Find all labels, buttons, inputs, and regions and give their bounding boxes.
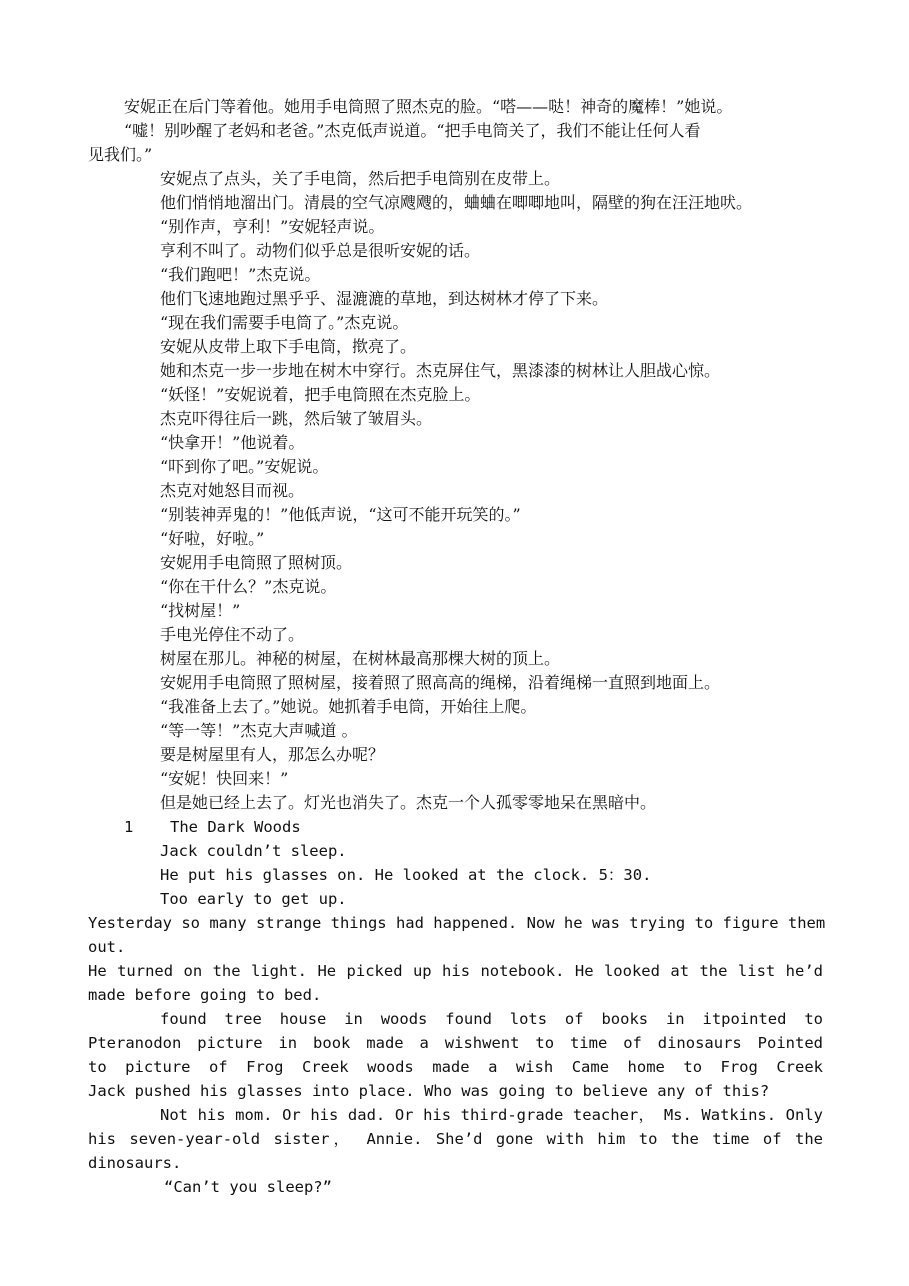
zh-line: “吓到你了吧。”安妮说。 [160,457,329,476]
paragraph-shh-line1: “嘘！别吵醒了老妈和老爸。”杰克低声说道。“把手电筒关了，我们不能让任何人看 [124,121,701,140]
en-line: out. [88,938,126,956]
en-line: Yesterday so many strange things had happened. Now he was trying to figure them [88,914,826,932]
zh-line: “妖怪！”安妮说着，把手电筒照在杰克脸上。 [160,385,481,404]
en-line: his seven-year-old sister， Annie. She’d gone with him to the time of the [88,1130,823,1148]
zh-line: 杰克对她怒目而视。 [160,481,305,500]
zh-line: 杰克吓得往后一跳，然后皱了皱眉头。 [160,409,433,428]
zh-line: 她和杰克一步一步地在树木中穿行。杰克屏住气，黑漆漆的树林让人胆战心惊。 [160,361,721,380]
notebook-list-line: Pteranodon picture in book made a wishwent to time of dinosaurs Pointed [88,1034,823,1052]
notebook-list-line: to picture of Frog Creek woods made a wish Came home to Frog Creek [88,1058,823,1076]
en-line: He put his glasses on. He looked at the clock. 5：30. [160,866,652,884]
zh-line: 安妮用手电筒照了照树顶。 [160,553,353,572]
zh-line: 安妮用手电筒照了照树屋，接着照了照高高的绳梯，沿着绳梯一直照到地面上。 [160,673,721,692]
zh-line: 亨利不叫了。动物们似乎总是很听安妮的话。 [160,241,481,260]
paragraph-annie-waiting: 安妮正在后门等着他。她用手电筒照了照杰克的脸。“嗒——哒！神奇的魔棒！”她说。 [124,97,733,116]
zh-line: 他们悄悄地溜出门。清晨的空气凉飕飕的，蛐蛐在唧唧地叫，隔壁的狗在汪汪地吠。 [160,193,753,212]
zh-line: “等一等！”杰克大声喊道 。 [160,721,358,740]
zh-line: 安妮点了点头，关了手电筒，然后把手电筒别在皮带上。 [160,169,561,188]
chapter-title: The Dark Woods [170,818,301,836]
en-line: He turned on the light. He picked up his notebook. He looked at the list he’d [88,962,823,980]
zh-line: 但是她已经上去了。灯光也消失了。杰克一个人孤零零地呆在黑暗中。 [160,793,657,812]
chapter-number: 1 [124,818,134,836]
zh-line: “快拿开！”他说着。 [160,433,305,452]
zh-line: “好啦，好啦。” [160,529,265,548]
zh-line: “别装神弄鬼的！”他低声说，“这可不能开玩笑的。” [160,505,521,524]
zh-line: 安妮从皮带上取下手电筒，揿亮了。 [160,337,417,356]
zh-line: “我们跑吧！”杰克说。 [160,265,321,284]
zh-line: 手电光停住不动了。 [160,625,305,644]
en-line: dinosaurs. [88,1154,182,1172]
en-line: Jack couldn’t sleep. [160,842,347,860]
zh-line: “我准备上去了。”她说。她抓着手电筒，开始往上爬。 [160,697,537,716]
paragraph-shh-line2: 见我们。” [88,145,153,164]
en-line: “Can’t you sleep?” [164,1178,332,1196]
zh-line: “现在我们需要手电筒了。”杰克说。 [160,313,409,332]
en-line: made before going to bed. [88,986,322,1004]
zh-line: 要是树屋里有人，那怎么办呢？ [160,745,385,764]
zh-line: 树屋在那儿。神秘的树屋，在树林最高那棵大树的顶上。 [160,649,561,668]
en-line: Too early to get up. [160,890,347,908]
zh-line: “安妮！快回来！” [160,769,289,788]
zh-line: 他们飞速地跑过黑乎乎、湿漉漉的草地，到达树林才停了下来。 [160,289,609,308]
zh-line: “别作声，亨利！”安妮轻声说。 [160,217,385,236]
zh-line: “你在干什么？”杰克说。 [160,577,337,596]
en-line: Not his mom. Or his dad. Or his third-grade teacher， Ms. Watkins. Only [160,1106,823,1124]
en-line: Jack pushed his glasses into place. Who was going to believe any of this? [88,1082,770,1100]
notebook-list-line: found tree house in woods found lots of books in itpointed to [160,1010,823,1028]
zh-line: “找树屋！” [160,601,241,620]
